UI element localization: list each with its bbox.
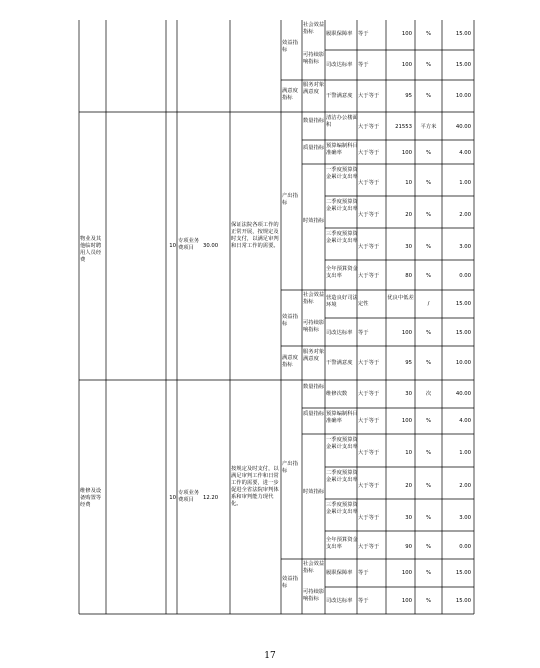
metric-name: 预算编制科目准确率 xyxy=(326,411,358,424)
metric-score: 0.00 xyxy=(459,273,471,279)
project-type: 专项业务费项目 xyxy=(178,238,200,251)
project-goal: 按规定及时支付，以满足审判工作和日常工作的需要，进一步促进全省法院审判体系和审判能力现代化。 xyxy=(231,466,279,507)
metric-name: 一季度预算资金累计支出率 xyxy=(326,437,358,450)
category-satisfaction: 满意度指标 xyxy=(282,355,298,368)
metric-score: 4.00 xyxy=(459,418,471,424)
metric-value: 10 xyxy=(405,180,412,186)
project-amount: 10 xyxy=(169,495,176,501)
metric-name: 全年预算资金支出率 xyxy=(326,266,358,279)
metric-unit: % xyxy=(425,62,432,68)
metric-value: 10 xyxy=(405,450,412,456)
project-weight: 30.00 xyxy=(203,243,219,249)
metric-score: 15.00 xyxy=(455,330,471,336)
metric-op: 等于 xyxy=(358,570,369,576)
category-effect: 效益指标 xyxy=(282,576,298,589)
metric-unit: % xyxy=(425,598,432,604)
metric-value: 95 xyxy=(405,360,412,366)
metric-name: 三季度预算资金累计支出率 xyxy=(326,231,358,244)
metric-unit: 平方米 xyxy=(420,124,437,130)
metric-value: 95 xyxy=(405,93,412,99)
metric-name: 干警满意度 xyxy=(326,93,353,99)
metric-score: 3.00 xyxy=(459,244,471,250)
metric-value: 优良中低差 xyxy=(387,295,414,301)
metric-op: 大于等于 xyxy=(358,150,380,156)
index-sustain: 可持续影响指标 xyxy=(303,320,325,333)
metric-name: 司改达标率 xyxy=(326,598,353,604)
project-type: 专项业务费项目 xyxy=(178,490,200,503)
metric-unit: % xyxy=(425,180,432,186)
metric-name: 司改达标率 xyxy=(326,330,353,336)
index-social: 社会效益指标 xyxy=(303,22,325,35)
metric-op: 大于等于 xyxy=(358,483,380,489)
index-quality: 质量指标 xyxy=(303,145,325,151)
metric-score: 40.00 xyxy=(455,124,471,130)
metric-unit: % xyxy=(425,570,432,576)
metric-op: 大于等于 xyxy=(358,180,380,186)
metric-value: 30 xyxy=(405,391,412,397)
metric-score: 2.00 xyxy=(459,212,471,218)
category-effect: 效益指标 xyxy=(282,40,298,53)
metric-score: 15.00 xyxy=(455,598,471,604)
metric-value: 20 xyxy=(405,483,412,489)
project-weight: 12.20 xyxy=(203,495,219,501)
metric-unit: % xyxy=(425,544,432,550)
metric-unit: % xyxy=(425,273,432,279)
metric-unit: % xyxy=(425,515,432,521)
index-timeliness: 时效指标 xyxy=(303,489,325,495)
index-satisfaction: 服务对象满意度 xyxy=(303,82,325,95)
index-timeliness: 时效指标 xyxy=(303,218,325,224)
metric-unit: % xyxy=(425,483,432,489)
metric-op: 等于 xyxy=(358,62,369,68)
metric-score: 15.00 xyxy=(455,570,471,576)
index-satisfaction: 服务对象满意度 xyxy=(303,349,325,362)
metric-value: 21553 xyxy=(395,124,412,130)
metric-op: 大于等于 xyxy=(358,418,380,424)
metric-name: 二季度预算资金累计支出率 xyxy=(326,470,358,483)
metric-name: 司改达标率 xyxy=(326,62,353,68)
metric-name: 维修次数 xyxy=(326,391,348,397)
metric-value: 30 xyxy=(405,244,412,250)
metric-op: 等于 xyxy=(358,598,369,604)
metric-value: 90 xyxy=(405,544,412,550)
metric-score: 15.00 xyxy=(455,301,471,307)
metric-value: 20 xyxy=(405,212,412,218)
metric-score: 10.00 xyxy=(455,93,471,99)
metric-score: 15.00 xyxy=(455,62,471,68)
metric-op: 大于等于 xyxy=(358,360,380,366)
project-name: 物业及其他临时聘用人员经费 xyxy=(80,236,102,263)
metric-op: 大于等于 xyxy=(358,273,380,279)
metric-op: 大于等于 xyxy=(358,544,380,550)
metric-op: 大于等于 xyxy=(358,124,380,130)
project-goal: 保证法院各项工作的正常开展，按规定及时支付，以满足审判和日常工作的需要。 xyxy=(231,222,279,249)
category-output: 产出指标 xyxy=(282,193,298,206)
metric-op: 大于等于 xyxy=(358,212,380,218)
metric-score: 15.00 xyxy=(455,31,471,37)
page-number: 17 xyxy=(264,651,276,661)
metric-value: 100 xyxy=(401,570,412,576)
metric-op: 大于等于 xyxy=(358,93,380,99)
metric-op: 大于等于 xyxy=(358,391,380,397)
metric-unit: % xyxy=(425,150,432,156)
metric-value: 100 xyxy=(401,330,412,336)
project-name: 维修及设备购置等经费 xyxy=(80,488,102,508)
metric-name: 履职保障率 xyxy=(326,570,353,576)
metric-unit: % xyxy=(425,450,432,456)
metric-value: 100 xyxy=(401,598,412,604)
metric-name: 全年预算资金支出率 xyxy=(326,537,358,550)
category-effect: 效益指标 xyxy=(282,314,298,327)
metric-score: 0.00 xyxy=(459,544,471,550)
metric-op: 定性 xyxy=(358,301,369,307)
index-social: 社会效益指标 xyxy=(303,561,325,574)
index-quantity: 数量指标 xyxy=(303,384,325,390)
metric-unit: % xyxy=(425,244,432,250)
metric-op: 等于 xyxy=(358,31,369,37)
metric-name: 清洁办公楼面积 xyxy=(326,115,358,128)
metric-score: 3.00 xyxy=(459,515,471,521)
metric-name: 一季度预算资金累计支出率 xyxy=(326,167,358,180)
metric-value: 100 xyxy=(401,62,412,68)
metric-op: 大于等于 xyxy=(358,515,380,521)
index-sustain: 可持续影响指标 xyxy=(303,589,325,602)
metric-unit: % xyxy=(425,31,432,37)
metric-value: 100 xyxy=(401,150,412,156)
metric-score: 1.00 xyxy=(459,450,471,456)
category-output: 产出指标 xyxy=(282,461,298,474)
metric-score: 10.00 xyxy=(455,360,471,366)
metric-name: 履职保障率 xyxy=(326,31,353,37)
metric-name: 二季度预算资金累计支出率 xyxy=(326,199,358,212)
metric-value: 100 xyxy=(401,418,412,424)
metric-unit: % xyxy=(425,212,432,218)
index-quality: 质量指标 xyxy=(303,411,325,417)
metric-value: 80 xyxy=(405,273,412,279)
metric-op: 大于等于 xyxy=(358,244,380,250)
metric-name: 营造良好司法环境 xyxy=(326,295,358,308)
index-quantity: 数量指标 xyxy=(303,118,325,124)
metric-name: 预算编制科目准确率 xyxy=(326,143,358,156)
metric-value: 100 xyxy=(401,31,412,37)
metric-score: 40.00 xyxy=(455,391,471,397)
metric-unit: / xyxy=(427,301,430,307)
metric-unit: % xyxy=(425,360,432,366)
metric-name: 干警满意度 xyxy=(326,360,353,366)
metric-score: 4.00 xyxy=(459,150,471,156)
index-sustain: 可持续影响指标 xyxy=(303,52,325,65)
metric-score: 2.00 xyxy=(459,483,471,489)
category-satisfaction: 满意度指标 xyxy=(282,88,298,101)
metric-unit: % xyxy=(425,330,432,336)
metric-name: 三季度预算资金累计支出率 xyxy=(326,502,358,515)
index-social: 社会效益指标 xyxy=(303,292,325,305)
metric-score: 1.00 xyxy=(459,180,471,186)
metric-op: 大于等于 xyxy=(358,450,380,456)
metric-unit: % xyxy=(425,93,432,99)
metric-op: 等于 xyxy=(358,330,369,336)
metric-value: 30 xyxy=(405,515,412,521)
metric-unit: % xyxy=(425,418,432,424)
project-amount: 10 xyxy=(169,243,176,249)
metric-unit: 次 xyxy=(425,391,432,397)
